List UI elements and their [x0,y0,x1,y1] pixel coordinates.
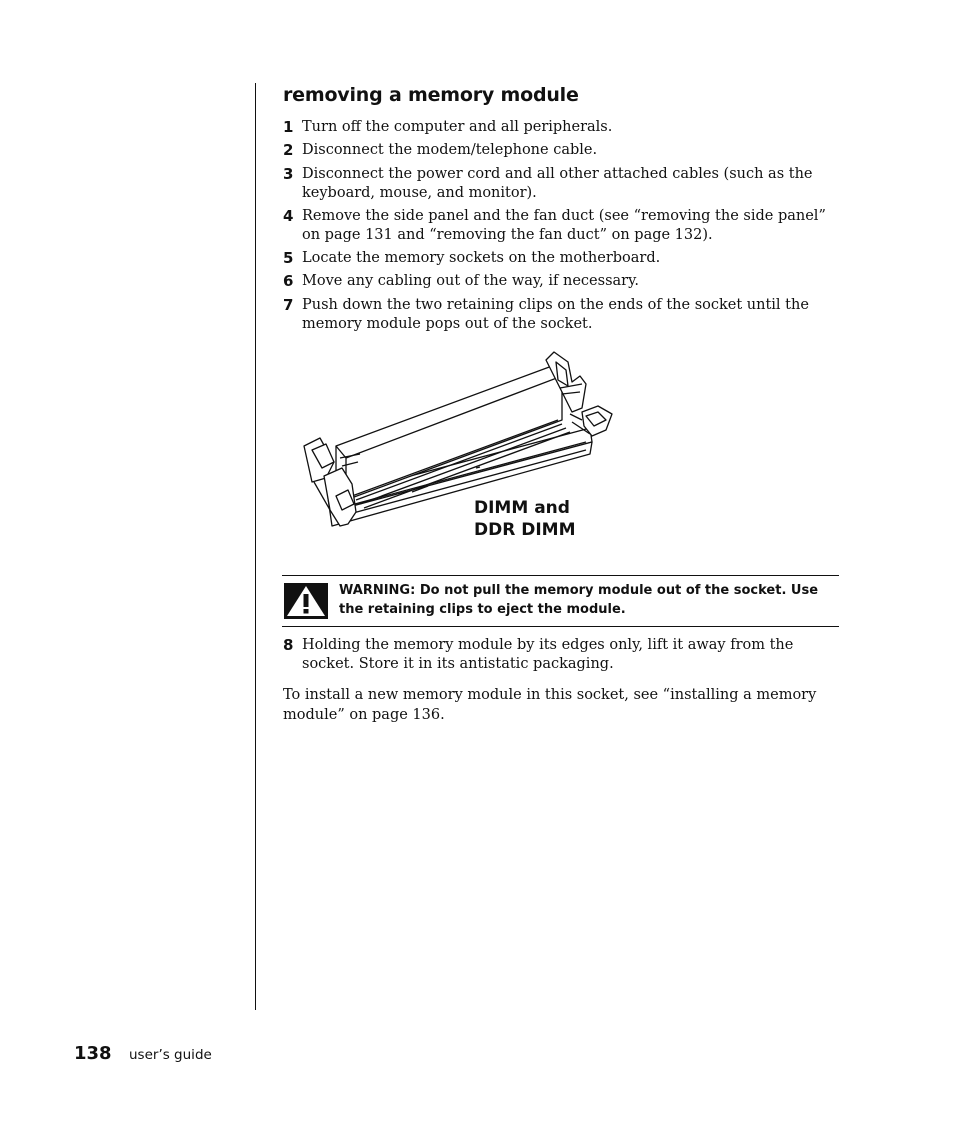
page-number: 138 [74,1043,112,1064]
running-footer: user’s guide [129,1047,212,1063]
figure-label-line-1: DIMM and [474,498,570,518]
step-text: Move any cabling out of the way, if necessary. [302,273,639,289]
figure-label [474,497,576,541]
step-5 [283,249,843,268]
step-number: 5 [283,249,294,267]
step-text: Push down the two retaining clips on the ends of the socket until the memory module pops out of the socket. [302,297,809,332]
step-number: 6 [283,272,294,290]
margin-rule [255,83,256,1010]
step-text: Holding the memory module by its edges only, lift it away from the socket. Store it in its antistatic packaging. [302,637,794,672]
step-7 [283,296,843,333]
step-6 [283,272,843,291]
step-number: 8 [283,636,294,654]
step-number: 7 [283,296,294,314]
step-number: 3 [283,165,294,183]
section-heading: removing a memory module [283,84,579,106]
step-text: Disconnect the power cord and all other attached cables (such as the keyboard, mouse, and monitor). [302,166,813,201]
step-1 [283,118,843,137]
warning-text: WARNING: Do not pull the memory module out of the socket. Use the retaining clips to eject the module. [339,583,819,617]
figure-label-line-2: DDR DIMM [474,520,576,540]
step-4 [283,207,843,244]
step-number: 2 [283,141,294,159]
step-text: Locate the memory sockets on the motherboard. [302,250,661,266]
step-text: Disconnect the modem/telephone cable. [302,142,598,158]
warning-triangle-icon [284,583,328,619]
step-number: 1 [283,118,294,136]
step-3 [283,165,843,202]
step-text: Remove the side panel and the fan duct (see “removing the side panel” on page 131 and “removing the fan duct” on page 132). [302,208,826,243]
step-8 [283,636,843,673]
step-text: Turn off the computer and all peripherals. [302,119,613,135]
closing-paragraph: To install a new memory module in this socket, see “installing a memory module” on page 136. [283,687,817,723]
warning-callout [282,575,839,627]
step-2 [283,141,843,160]
step-number: 4 [283,207,294,225]
